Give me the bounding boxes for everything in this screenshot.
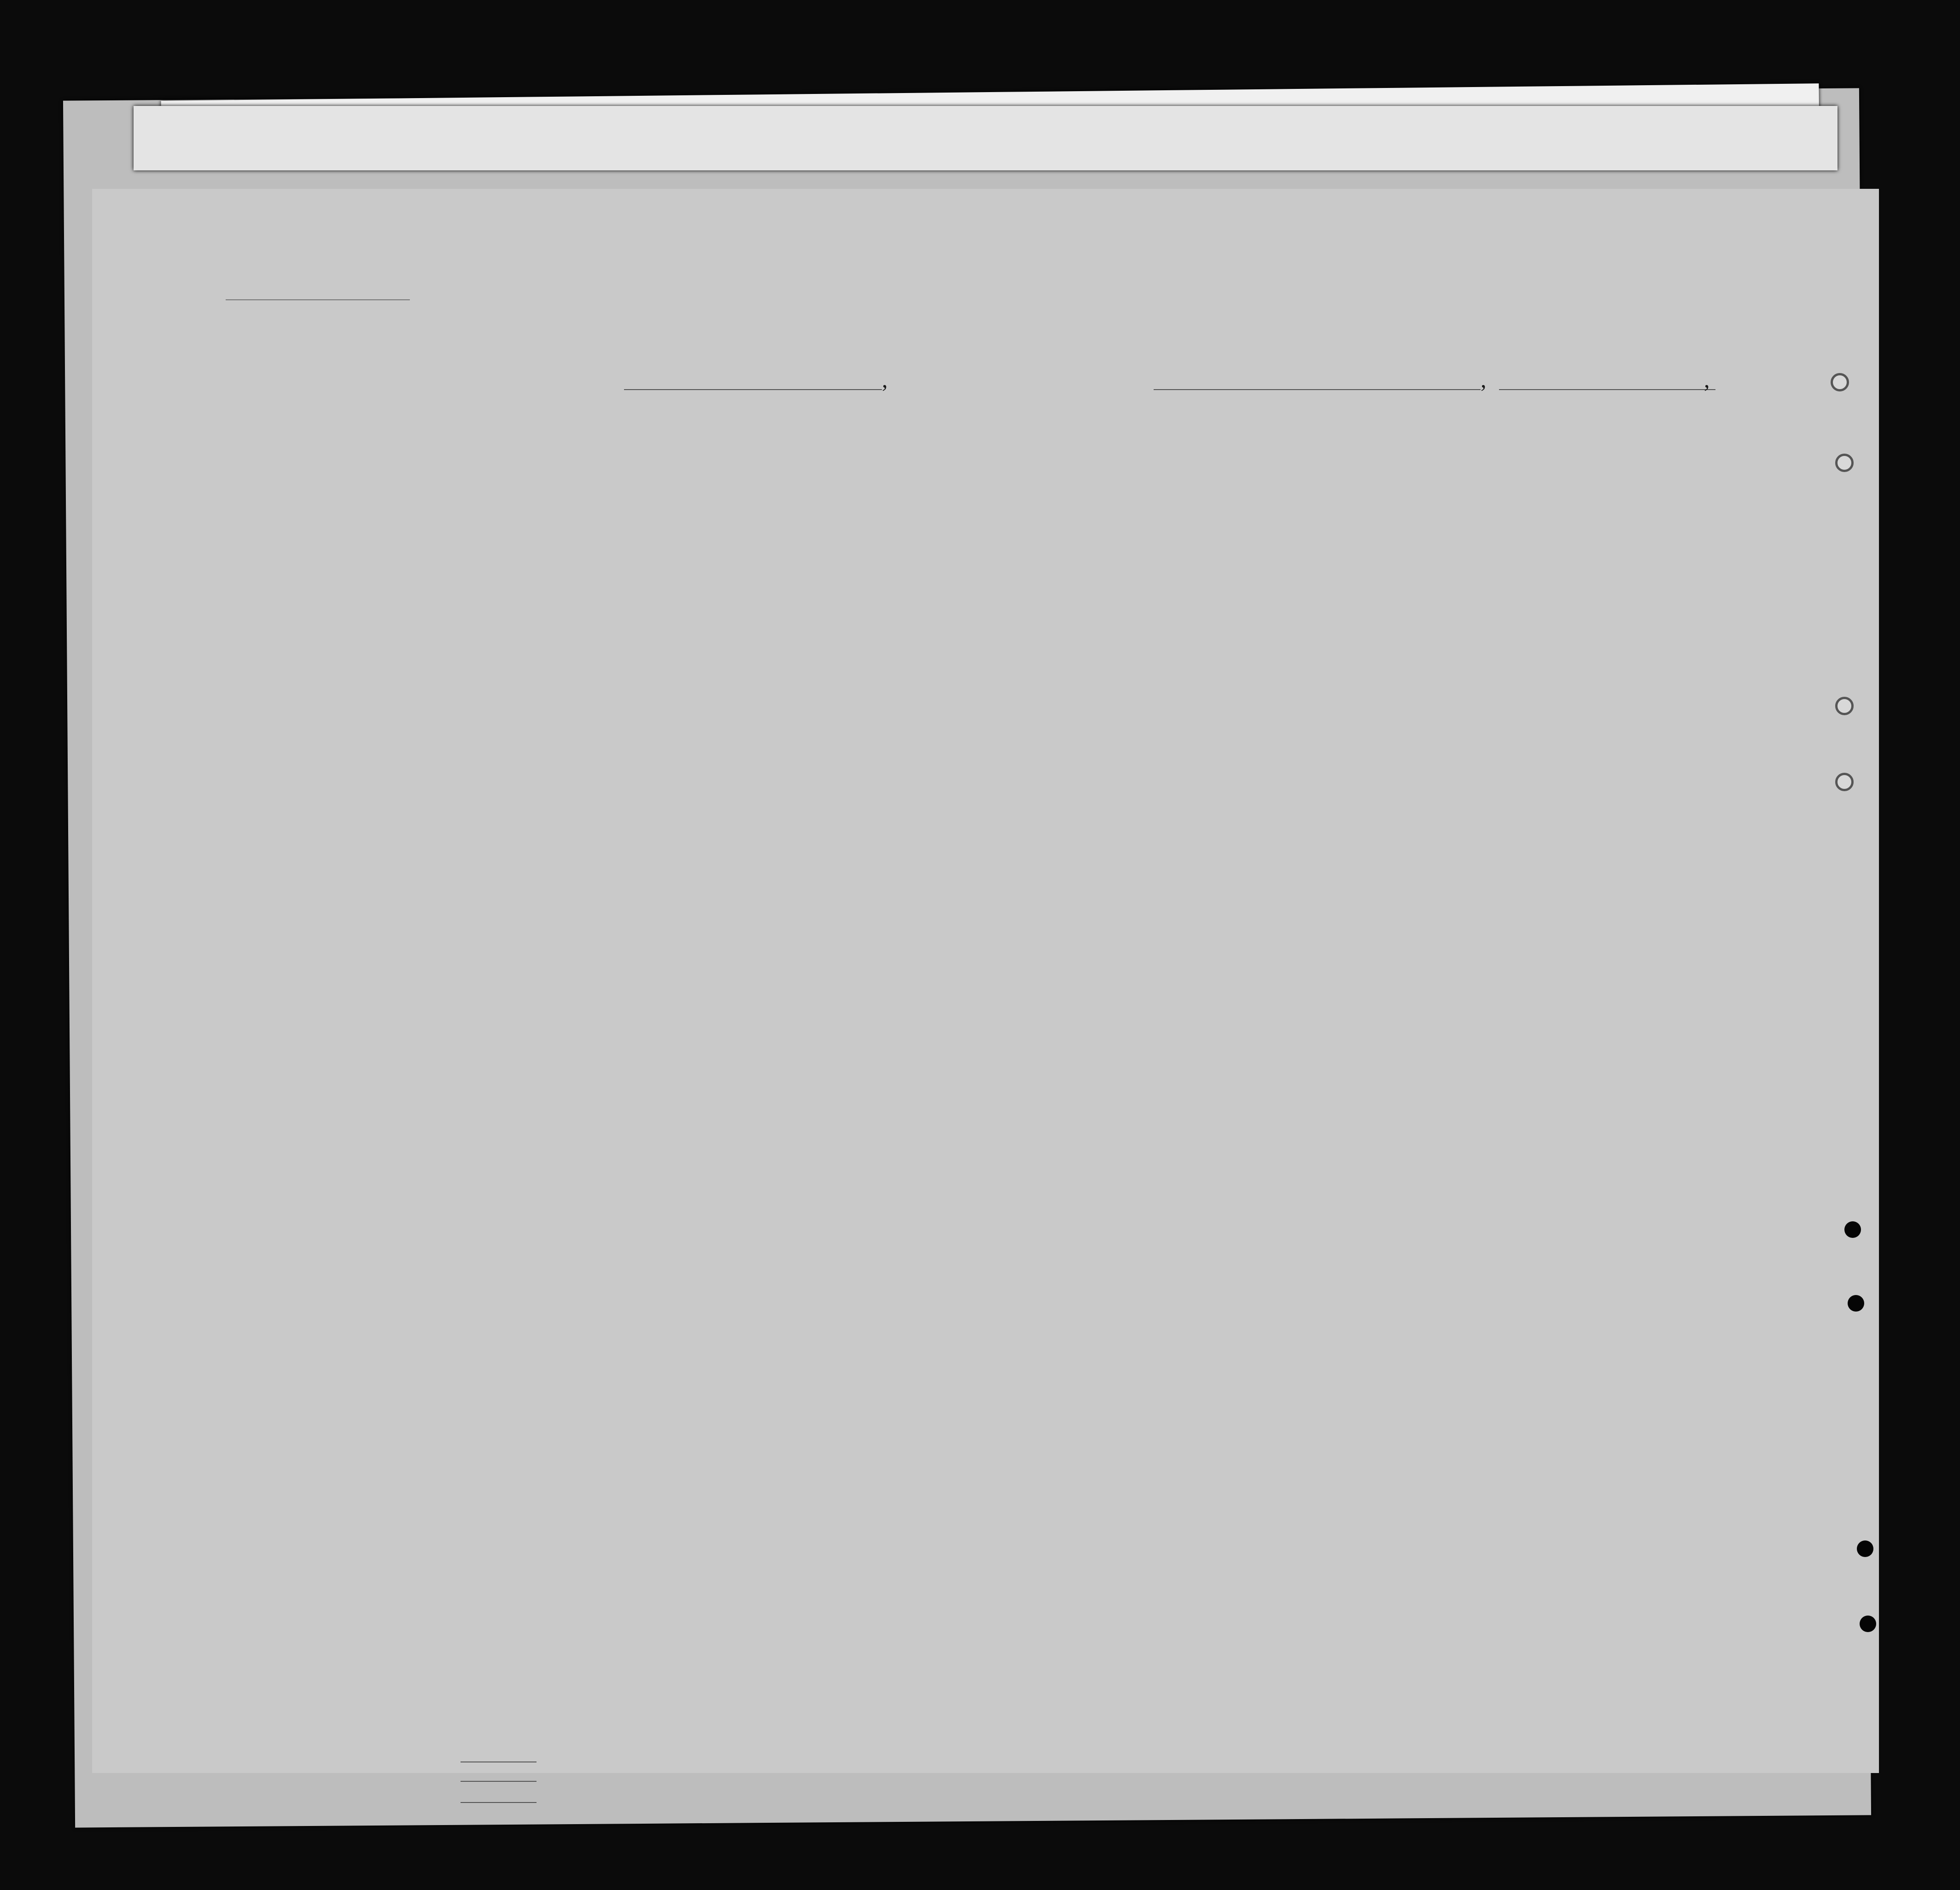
aliens-line <box>461 1802 537 1803</box>
binder-hole <box>1835 697 1854 715</box>
binder-hole <box>1860 1616 1876 1632</box>
us-citizens-line <box>461 1781 537 1782</box>
binder-hole <box>1857 1540 1873 1557</box>
comma-mark: , <box>1704 367 1710 392</box>
comma-mark: , <box>882 367 888 392</box>
binder-hole <box>1835 454 1854 472</box>
binder-hole <box>1844 1221 1861 1238</box>
binder-hole <box>1831 373 1849 391</box>
binder-hole <box>1835 773 1854 791</box>
comma-mark: , <box>1481 367 1487 392</box>
binder-hole <box>1848 1295 1864 1312</box>
